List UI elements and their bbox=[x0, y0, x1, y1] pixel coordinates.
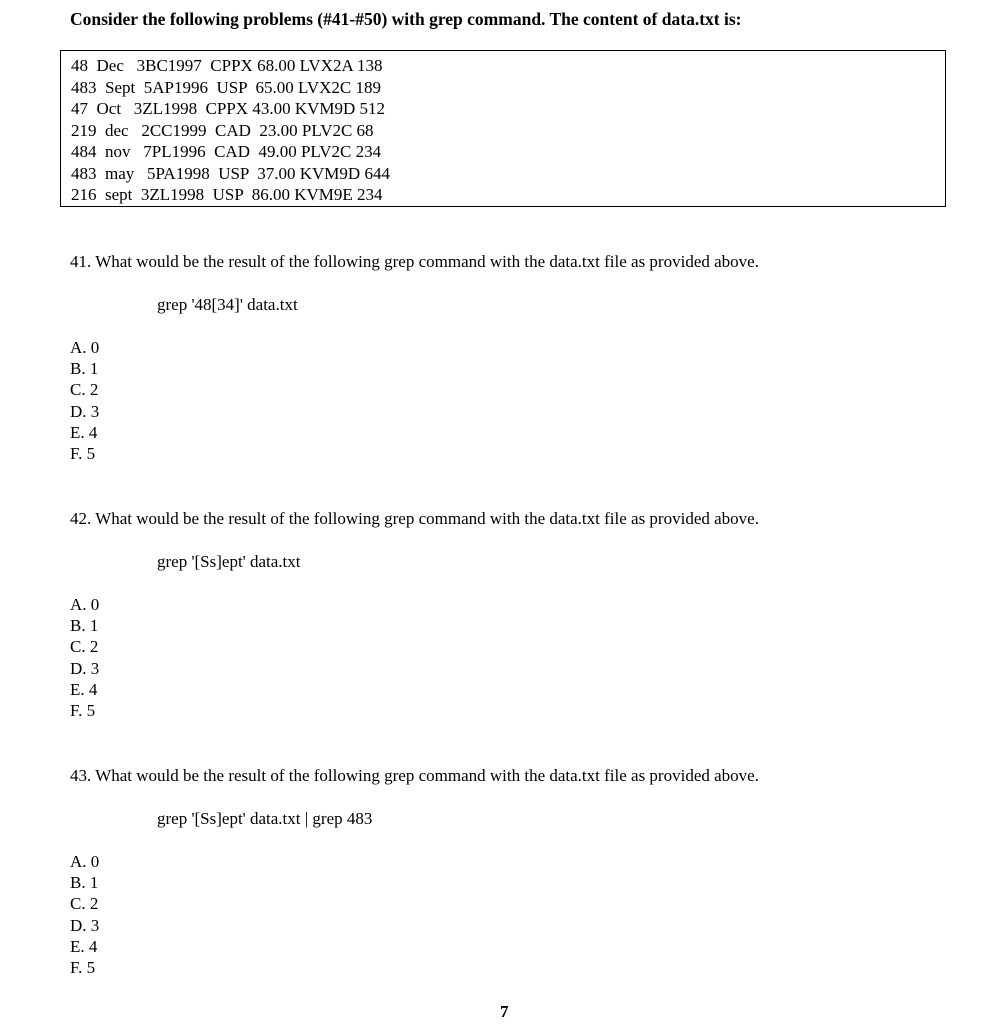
data-line: 483 may 5PA1998 USP 37.00 KVM9D 644 bbox=[71, 163, 390, 183]
question-42-command: grep '[Ss]ept' data.txt bbox=[157, 552, 301, 571]
option-b[interactable]: B. 1 bbox=[70, 616, 99, 636]
data-line: 47 Oct 3ZL1998 CPPX 43.00 KVM9D 512 bbox=[71, 99, 386, 118]
option-a[interactable]: A. 0 bbox=[70, 852, 100, 871]
data-line: 219 dec 2CC1999 CAD 23.00 PLV2C 68 bbox=[71, 120, 374, 140]
data-line: 483 Sept 5AP1996 USP 65.00 LVX2C 189 bbox=[71, 77, 381, 97]
option-f[interactable]: F. 5 bbox=[70, 958, 96, 978]
option-d[interactable]: D. 3 bbox=[70, 658, 100, 678]
option-b[interactable]: B. 1 bbox=[70, 359, 99, 379]
option-f[interactable]: F. 5 bbox=[70, 701, 96, 721]
data-line: 48 Dec 3BC1997 CPPX 68.00 LVX2A 138 bbox=[71, 56, 383, 75]
option-a[interactable]: A. 0 bbox=[70, 338, 100, 357]
option-d[interactable]: D. 3 bbox=[70, 401, 100, 421]
question-43-options bbox=[70, 851, 99, 978]
question-42-text: 42. What would be the result of the following grep command with the data.txt file as provided above. bbox=[70, 509, 759, 528]
option-c[interactable]: C. 2 bbox=[70, 637, 99, 657]
page-number: 7 bbox=[500, 1002, 509, 1021]
option-e[interactable]: E. 4 bbox=[70, 679, 98, 699]
option-c[interactable]: C. 2 bbox=[70, 894, 99, 914]
data-line: 216 sept 3ZL1998 USP 86.00 KVM9E 234 bbox=[71, 185, 383, 204]
question-43-command: grep '[Ss]ept' data.txt | grep 483 bbox=[157, 809, 373, 828]
option-c[interactable]: C. 2 bbox=[70, 380, 99, 400]
data-file-content-box bbox=[60, 50, 946, 207]
question-41-command: grep '48[34]' data.txt bbox=[157, 295, 298, 314]
page-heading: Consider the following problems (#41-#50) with grep command. The content of data.txt is: bbox=[70, 9, 742, 29]
option-e[interactable]: E. 4 bbox=[70, 422, 98, 442]
option-a[interactable]: A. 0 bbox=[70, 595, 100, 614]
option-d[interactable]: D. 3 bbox=[70, 915, 100, 935]
option-b[interactable]: B. 1 bbox=[70, 873, 99, 893]
option-e[interactable]: E. 4 bbox=[70, 936, 98, 956]
option-f[interactable]: F. 5 bbox=[70, 444, 96, 464]
question-42-options bbox=[70, 594, 99, 721]
data-line: 484 nov 7PL1996 CAD 49.00 PLV2C 234 bbox=[71, 142, 382, 161]
question-43-text: 43. What would be the result of the following grep command with the data.txt file as provided above. bbox=[70, 766, 759, 785]
question-41-options bbox=[70, 337, 99, 464]
question-41-text: 41. What would be the result of the following grep command with the data.txt file as provided above. bbox=[70, 252, 759, 271]
